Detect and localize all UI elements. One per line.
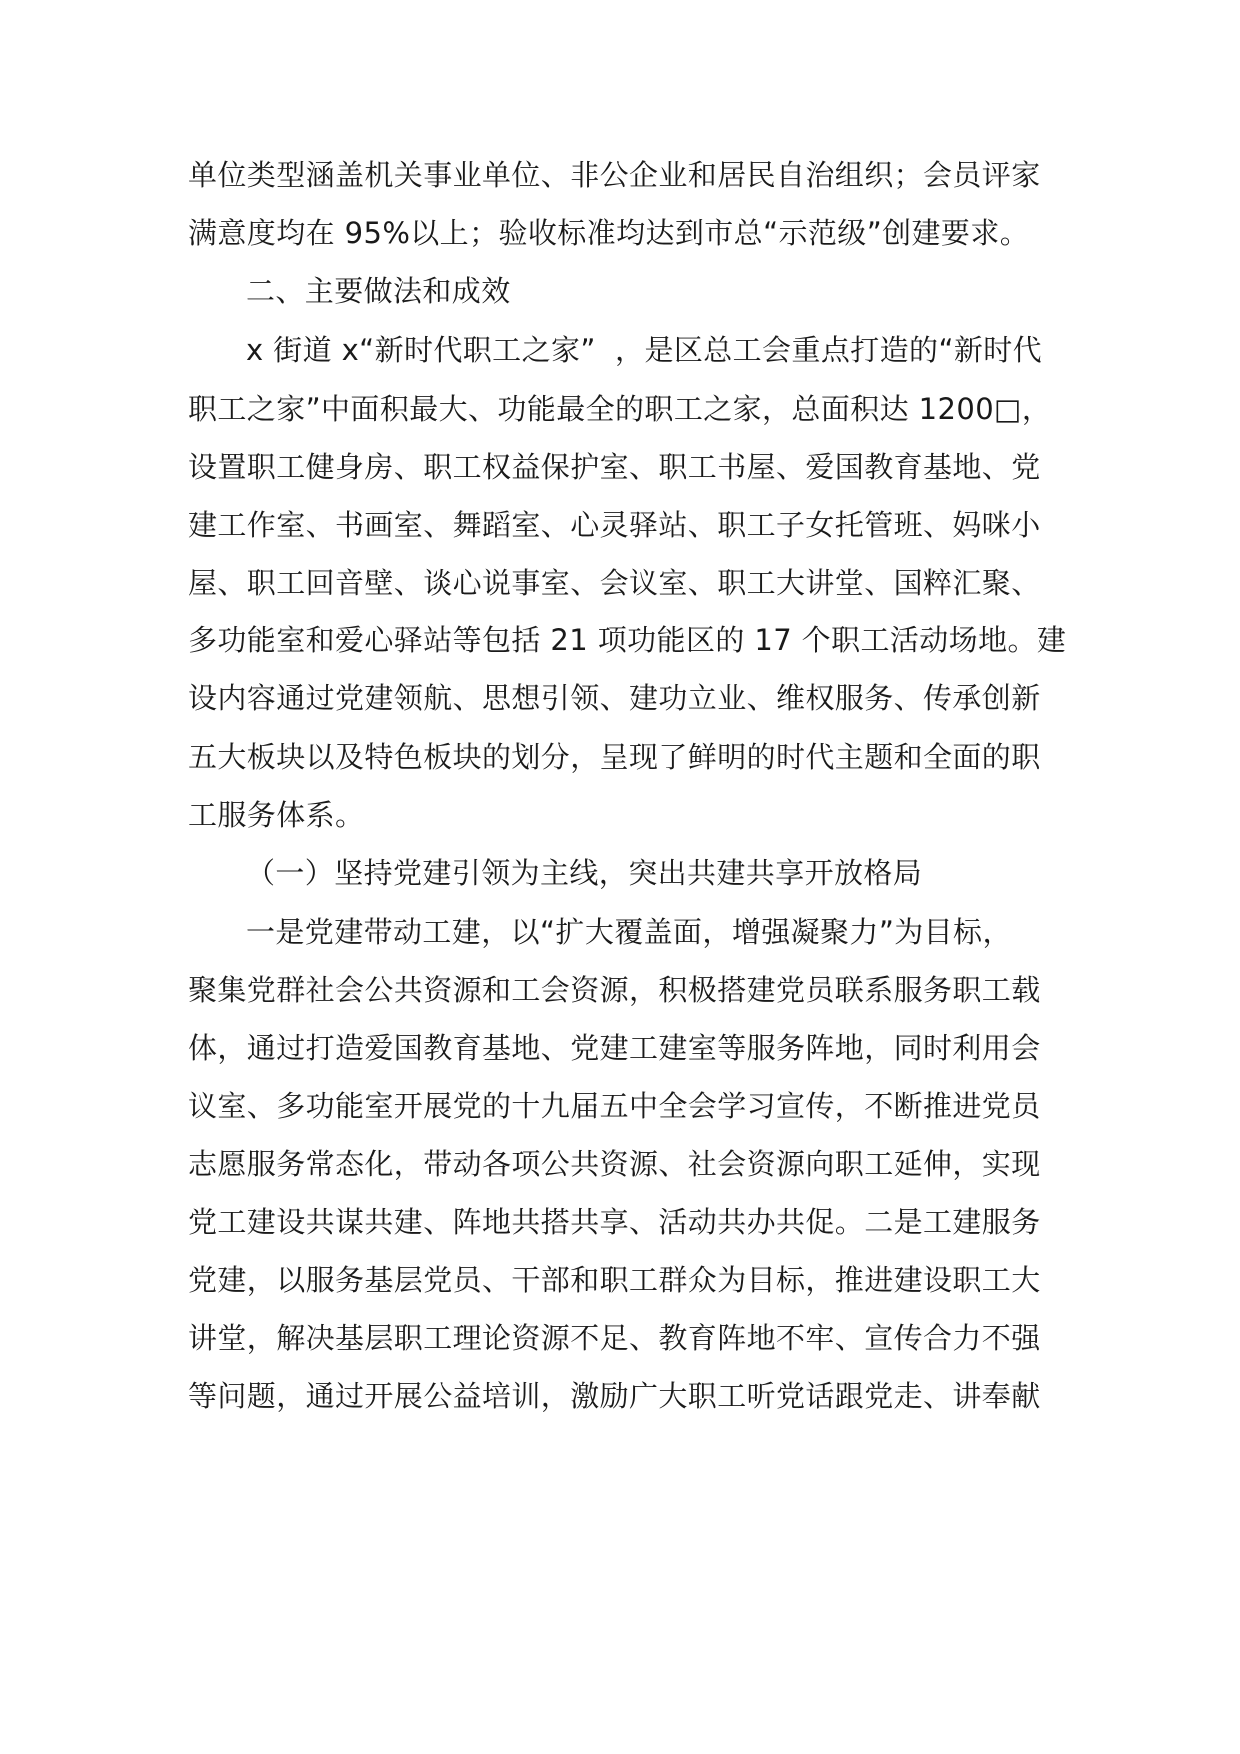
paragraph-line: 一是党建带动工建，以“扩大覆盖面，增强凝聚力”为目标，	[246, 915, 1012, 949]
paragraph-line: x 街道 x“新时代职工之家” ，是区总工会重点打造的“新时代	[246, 333, 1043, 367]
paragraph-line: 党工建设共谋共建、阵地共搭共享、活动共办共促。二是工建服务	[188, 1205, 1041, 1239]
paragraph-line: 屋、职工回音壁、谈心说事室、会议室、职工大讲堂、国粹汇聚、	[188, 566, 1041, 600]
paragraph-line: 党建，以服务基层党员、干部和职工群众为目标，推进建设职工大	[188, 1263, 1041, 1297]
paragraph-line: 体，通过打造爱国教育基地、党建工建室等服务阵地，同时利用会	[188, 1031, 1041, 1065]
paragraph-line: 议室、多功能室开展党的十九届五中全会学习宣传，不断推进党员	[188, 1089, 1041, 1123]
paragraph-line: 等问题，通过开展公益培训，激励广大职工听党话跟党走、讲奉献	[188, 1379, 1041, 1413]
paragraph-line: 多功能室和爱心驿站等包括 21 项功能区的 17 个职工活动场地。建	[188, 623, 1067, 657]
paragraph-line: 讲堂，解决基层职工理论资源不足、教育阵地不牢、宣传合力不强	[188, 1321, 1041, 1355]
paragraph-line: 聚集党群社会公共资源和工会资源，积极搭建党员联系服务职工载	[188, 973, 1041, 1007]
paragraph-line: 职工之家”中面积最大、功能最全的职工之家，总面积达 1200□，	[188, 392, 1052, 426]
paragraph-line: 志愿服务常态化，带动各项公共资源、社会资源向职工延伸，实现	[188, 1147, 1041, 1181]
paragraph-line: 五大板块以及特色板块的划分，呈现了鲜明的时代主题和全面的职	[188, 740, 1041, 774]
subsection-heading: （一）坚持党建引领为主线，突出共建共享开放格局	[246, 856, 923, 890]
paragraph-line: 建工作室、书画室、舞蹈室、心灵驿站、职工子女托管班、妈咪小	[188, 508, 1041, 542]
paragraph-line: 工服务体系。	[188, 798, 365, 832]
paragraph-line: 满意度均在 95%以上；验收标准均达到市总“示范级”创建要求。	[188, 216, 1030, 250]
paragraph-line: 单位类型涵盖机关事业单位、非公企业和居民自治组织；会员评家	[188, 158, 1041, 192]
paragraph-line: 设置职工健身房、职工权益保护室、职工书屋、爱国教育基地、党	[188, 450, 1041, 484]
paragraph-line: 设内容通过党建领航、思想引领、建功立业、维权服务、传承创新	[188, 681, 1041, 715]
section-heading: 二、主要做法和成效	[246, 274, 511, 308]
